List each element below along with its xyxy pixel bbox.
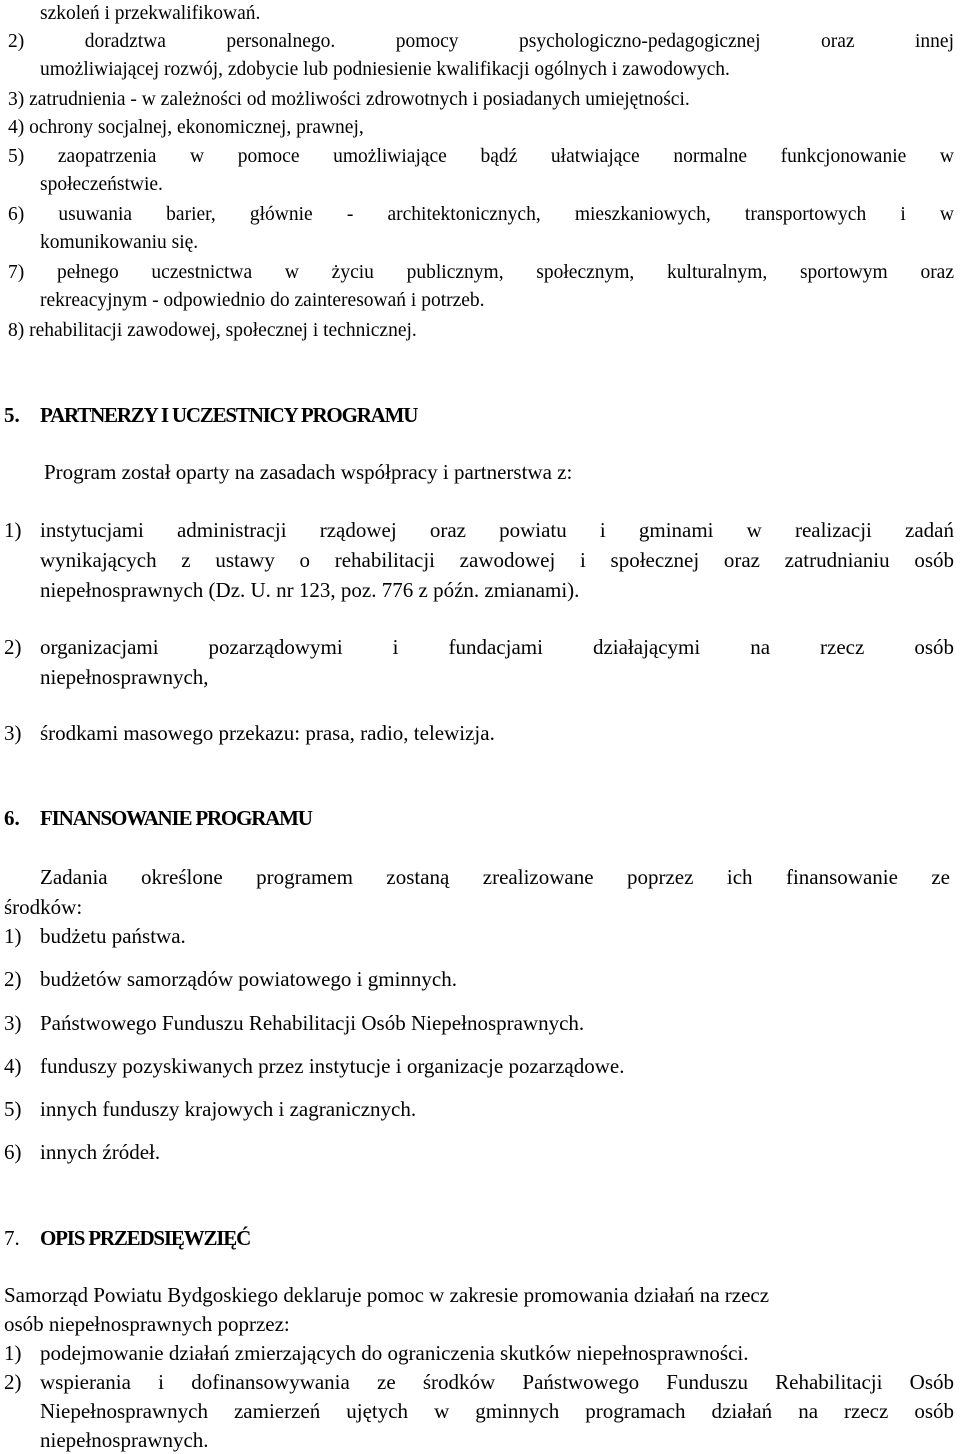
section-6-title: FINANSOWANIE PROGRAMU [40, 806, 312, 830]
list-item-5: 5) zaopatrzenia w pomoce umożliwiające bądź ułatwiające normalne funkcjonowanie w [8, 146, 954, 167]
partner-3-number: 3) [4, 721, 22, 745]
partner-2-line-2: niepełnosprawnych, [40, 665, 209, 689]
list-item-6: 6) usuwania barier, głównie - architektonicznych, mieszkaniowych, transportowych i w [8, 204, 954, 225]
section-7-intro-line-1: Samorząd Powiatu Bydgoskiego deklaruje pomoc w zakresie promowania działań na rzecz [4, 1283, 770, 1307]
list-item-4: 4) ochrony socjalnej, ekonomicznej, prawnej, [8, 117, 364, 138]
partner-1-line-1: instytucjami administracji rządowej oraz powiatu i gminami w realizacji zadań [40, 518, 954, 542]
funding-item-6-number: 6) [4, 1140, 22, 1164]
list-item-3: 3) zatrudnienia - w zależności od możliwości zdrowotnych i posiadanych umiejętności. [8, 89, 690, 110]
section-7-title: OPIS PRZEDSIĘWZIĘĆ [40, 1226, 251, 1250]
list-item-2: 2) doradztwa personalnego. pomocy psychologiczno-pedagogicznej oraz innej [8, 31, 954, 52]
section-5-title: PARTNERZY I UCZESTNICY PROGRAMU [40, 403, 418, 427]
funding-item-3-number: 3) [4, 1011, 22, 1035]
funding-item-6: innych źródeł. [40, 1140, 161, 1164]
section-7-intro-line-2: osób niepełnosprawnych poprzez: [4, 1312, 290, 1336]
list-item-8: 8) rehabilitacji zawodowej, społecznej i technicznej. [8, 320, 417, 341]
partner-1-line-3: niepełnosprawnych (Dz. U. nr 123, poz. 776 z późn. zmianami). [40, 578, 580, 602]
undertaking-2-line-2: Niepełnosprawnych zamierzeń ujętych w gminnych programach działań na rzecz osób [40, 1399, 954, 1423]
undertaking-2-line-3: niepełnosprawnych. [40, 1428, 209, 1452]
funding-item-1-number: 1) [4, 924, 22, 948]
list-item-6-continuation: komunikowaniu się. [40, 232, 199, 253]
partner-1-number: 1) [4, 518, 22, 542]
undertaking-2-number: 2) [4, 1370, 22, 1394]
undertaking-1: podejmowanie działań zmierzających do ograniczenia skutków niepełnosprawności. [40, 1341, 749, 1365]
funding-item-5-number: 5) [4, 1097, 22, 1121]
partner-3-line-1: środkami masowego przekazu: prasa, radio, telewizja. [40, 721, 495, 745]
list-item-5-continuation: społeczeństwie. [40, 174, 163, 195]
list-item-7-continuation: rekreacyjnym - odpowiednio do zainteresowań i potrzeb. [40, 290, 485, 311]
section-5-intro: Program został oparty na zasadach współpracy i partnerstwa z: [44, 460, 573, 484]
funding-item-2-number: 2) [4, 967, 22, 991]
undertaking-1-number: 1) [4, 1341, 22, 1365]
section-5-number: 5. [4, 403, 20, 427]
funding-item-2: budżetów samorządów powiatowego i gminnych. [40, 967, 457, 991]
section-6-intro-line-1: Zadania określone programem zostaną zrealizowane poprzez ich finansowanie ze [40, 865, 950, 889]
funding-item-1: budżetu państwa. [40, 924, 186, 948]
section-6-intro-line-2: środków: [4, 895, 83, 919]
partner-2-number: 2) [4, 635, 22, 659]
funding-item-4: funduszy pozyskiwanych przez instytucje i organizacje pozarządowe. [40, 1054, 625, 1078]
list-item-1-continuation: szkoleń i przekwalifikowań. [40, 3, 261, 24]
funding-item-3: Państwowego Funduszu Rehabilitacji Osób Niepełnosprawnych. [40, 1011, 585, 1035]
section-7-number: 7. [4, 1226, 20, 1250]
list-item-7: 7) pełnego uczestnictwa w życiu publicznym, społecznym, kulturalnym, sportowym oraz [8, 262, 954, 283]
list-item-2-continuation: umożliwiającej rozwój, zdobycie lub podniesienie kwalifikacji ogólnych i zawodowych. [40, 59, 730, 80]
section-6-number: 6. [4, 806, 20, 830]
partner-2-line-1: organizacjami pozarządowymi i fundacjami działającymi na rzecz osób [40, 635, 954, 659]
partner-1-line-2: wynikających z ustawy o rehabilitacji zawodowej i społecznej oraz zatrudnianiu osób [40, 548, 954, 572]
funding-item-5: innych funduszy krajowych i zagranicznych. [40, 1097, 417, 1121]
funding-item-4-number: 4) [4, 1054, 22, 1078]
undertaking-2-line-1: wspierania i dofinansowywania ze środków Państwowego Funduszu Rehabilitacji Osób [40, 1370, 954, 1394]
